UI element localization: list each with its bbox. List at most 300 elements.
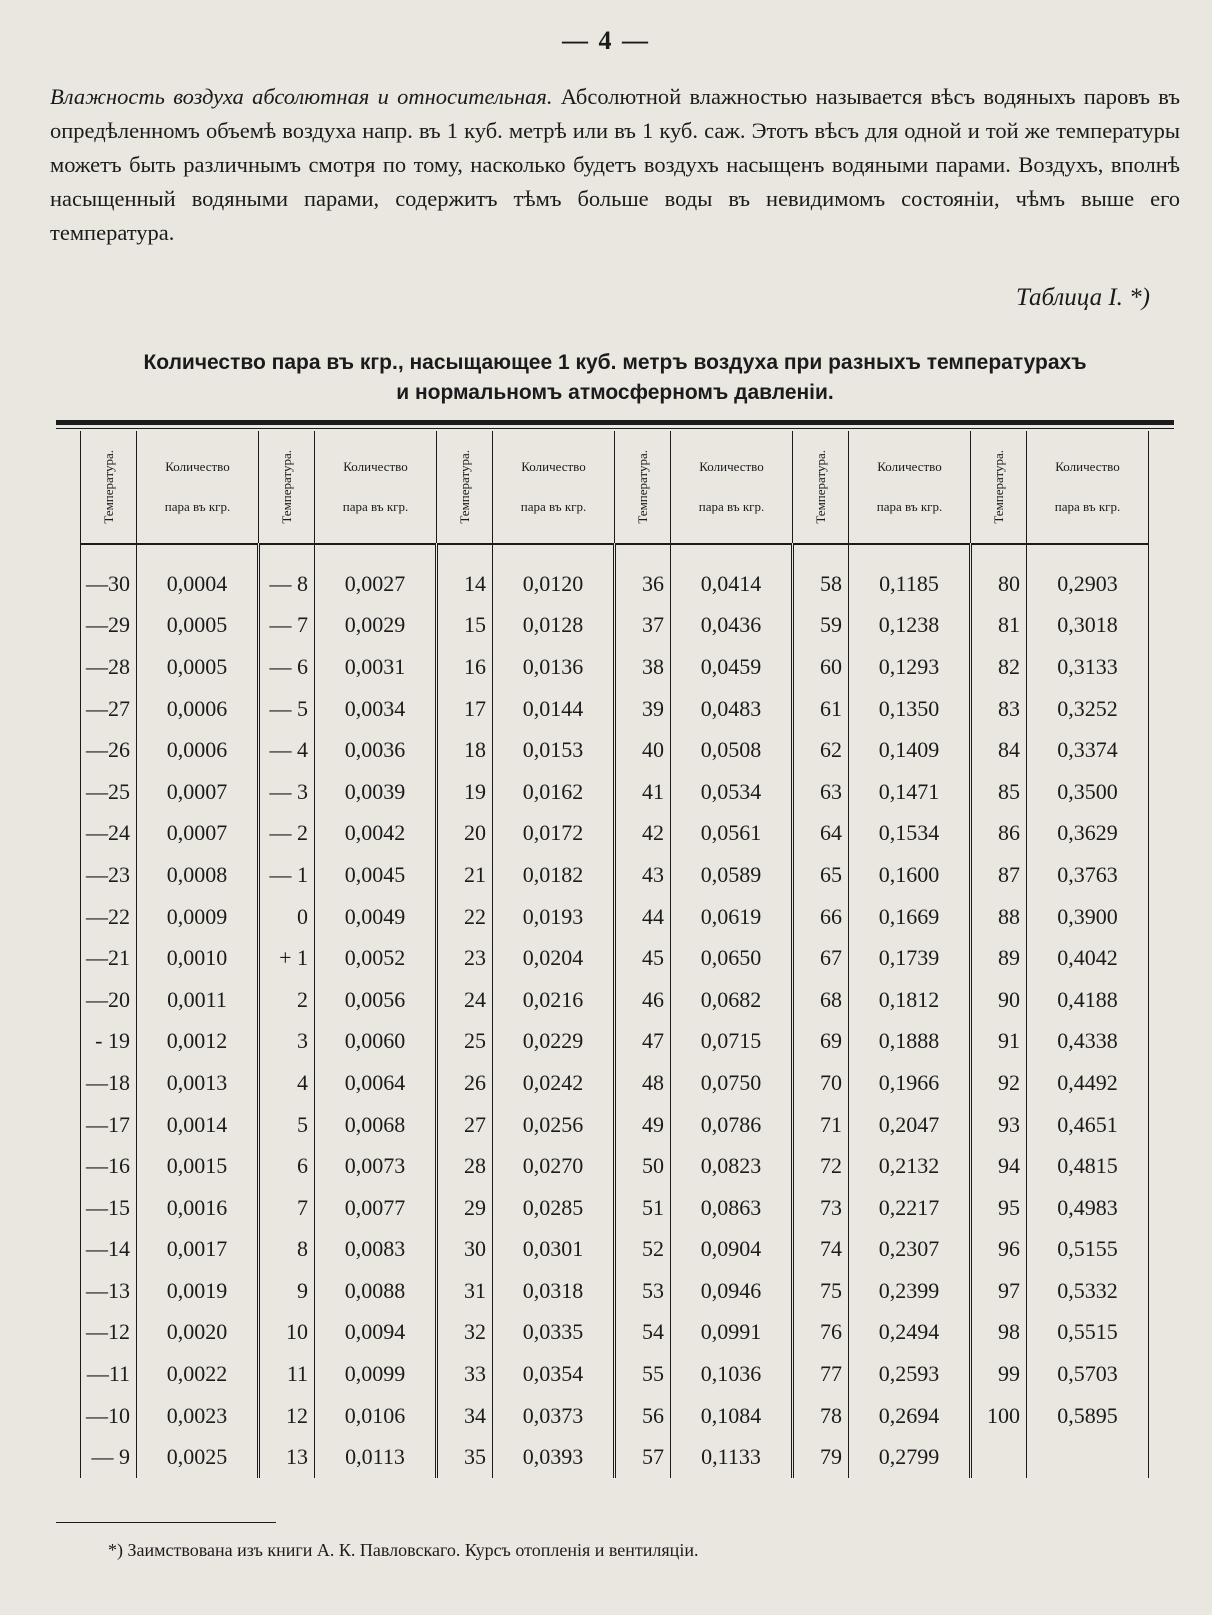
vapor-amount-cell: 0,0904	[671, 1229, 793, 1271]
temperature-cell: 88	[971, 896, 1027, 938]
amount-header-line-1: Количество	[343, 459, 408, 474]
temperature-cell: 96	[971, 1229, 1027, 1271]
vapor-amount-cell: 0,0619	[671, 896, 793, 938]
vapor-amount-cell: 0,4651	[1027, 1104, 1149, 1146]
temperature-cell: 85	[971, 771, 1027, 813]
temperature-cell: 33	[437, 1353, 493, 1395]
vapor-amount-cell: 0,3374	[1027, 729, 1149, 771]
amount-header	[671, 431, 793, 544]
temperature-cell: 50	[615, 1145, 671, 1187]
temperature-cell: 34	[437, 1395, 493, 1437]
vapor-amount-cell: 0,0009	[137, 896, 259, 938]
temperature-cell: 35	[437, 1436, 493, 1478]
temperature-cell: 93	[971, 1104, 1027, 1146]
intro-lead: Влажность воздуха абсолютная и относительная.	[50, 84, 553, 109]
temperature-cell: 13	[259, 1436, 315, 1478]
table-heading-line-1: Количество пара въ кгр., насыщающее 1 куб. метръ воздуха при разныхъ температурахъ	[143, 351, 1087, 374]
temperature-cell: —23	[81, 854, 137, 896]
temperature-cell: 95	[971, 1187, 1027, 1229]
vapor-amount-cell: 0,0863	[671, 1187, 793, 1229]
table-row	[81, 813, 1149, 855]
vapor-amount-cell: 0,0039	[315, 771, 437, 813]
temperature-cell: 6	[259, 1145, 315, 1187]
vapor-amount-cell: 0,1350	[849, 688, 971, 730]
vapor-amount-cell: 0,0005	[137, 646, 259, 688]
vapor-amount-cell: 0,0025	[137, 1436, 259, 1478]
table-row	[81, 1436, 1149, 1478]
vapor-amount-cell: 0,4815	[1027, 1145, 1149, 1187]
vapor-amount-cell: 0,0020	[137, 1312, 259, 1354]
temperature-cell: 29	[437, 1187, 493, 1229]
table-row	[81, 1270, 1149, 1312]
temperature-cell: 9	[259, 1270, 315, 1312]
temperature-cell: 8	[259, 1229, 315, 1271]
vapor-amount-cell: 0,0052	[315, 937, 437, 979]
temperature-cell: 7	[259, 1187, 315, 1229]
table-row	[81, 937, 1149, 979]
temperature-cell: — 2	[259, 813, 315, 855]
amount-header	[137, 431, 259, 544]
temperature-cell: —21	[81, 937, 137, 979]
humidity-table	[80, 431, 1148, 1478]
temperature-cell: —18	[81, 1062, 137, 1104]
temperature-cell: 42	[615, 813, 671, 855]
vapor-amount-cell: 0,0005	[137, 605, 259, 647]
temperature-cell: —14	[81, 1229, 137, 1271]
vapor-amount-cell	[1027, 1436, 1149, 1478]
vapor-amount-cell: 0,0136	[493, 646, 615, 688]
temperature-cell: 11	[259, 1353, 315, 1395]
vapor-amount-cell: 0,0750	[671, 1062, 793, 1104]
temperature-cell: 30	[437, 1229, 493, 1271]
temperature-cell: 72	[793, 1145, 849, 1187]
temperature-cell: 75	[793, 1270, 849, 1312]
vapor-amount-cell: 0,0508	[671, 729, 793, 771]
temperature-header-label: Температура.	[812, 450, 828, 524]
vapor-amount-cell: 0,0029	[315, 605, 437, 647]
vapor-amount-cell: 0,0786	[671, 1104, 793, 1146]
table-row	[81, 563, 1149, 605]
table-top-rule-thin	[56, 428, 1174, 429]
temperature-cell: 26	[437, 1062, 493, 1104]
temperature-cell: 51	[615, 1187, 671, 1229]
table-row	[81, 1395, 1149, 1437]
temperature-cell: 82	[971, 646, 1027, 688]
temperature-cell: 2	[259, 979, 315, 1021]
page-number: — 4 —	[562, 26, 650, 55]
temperature-cell: 63	[793, 771, 849, 813]
temperature-cell: 14	[437, 563, 493, 605]
vapor-amount-cell: 0,0013	[137, 1062, 259, 1104]
vapor-amount-cell: 0,0008	[137, 854, 259, 896]
temperature-cell: 49	[615, 1104, 671, 1146]
temperature-cell: —13	[81, 1270, 137, 1312]
vapor-amount-cell: 0,0060	[315, 1021, 437, 1063]
vapor-amount-cell: 0,0561	[671, 813, 793, 855]
amount-header-line-2: пара въ кгр.	[1054, 499, 1121, 514]
temperature-cell: 41	[615, 771, 671, 813]
table-heading	[50, 348, 1180, 408]
vapor-amount-cell: 0,0088	[315, 1270, 437, 1312]
temperature-cell: 56	[615, 1395, 671, 1437]
temperature-cell: 61	[793, 688, 849, 730]
temperature-header-label: Температура.	[990, 450, 1006, 524]
spacer-cell	[1027, 544, 1149, 563]
vapor-amount-cell: 0,0459	[671, 646, 793, 688]
vapor-amount-cell: 0,2132	[849, 1145, 971, 1187]
vapor-amount-cell: 0,2399	[849, 1270, 971, 1312]
temperature-cell: 89	[971, 937, 1027, 979]
vapor-amount-cell: 0,0064	[315, 1062, 437, 1104]
vapor-amount-cell: 0,0182	[493, 854, 615, 896]
temperature-cell: — 8	[259, 563, 315, 605]
vapor-amount-cell: 0,3133	[1027, 646, 1149, 688]
vapor-amount-cell: 0,0023	[137, 1395, 259, 1437]
temperature-cell: 24	[437, 979, 493, 1021]
temperature-cell: —20	[81, 979, 137, 1021]
vapor-amount-cell: 0,0193	[493, 896, 615, 938]
temperature-cell: 20	[437, 813, 493, 855]
temperature-header-label: Температура.	[100, 450, 116, 524]
temperature-cell: 59	[793, 605, 849, 647]
temperature-cell: —30	[81, 563, 137, 605]
vapor-amount-cell: 0,0414	[671, 563, 793, 605]
temperature-cell: —22	[81, 896, 137, 938]
temperature-cell: —17	[81, 1104, 137, 1146]
vapor-amount-cell: 0,1669	[849, 896, 971, 938]
amount-header-line-1: Количество	[877, 459, 942, 474]
temperature-cell: 54	[615, 1312, 671, 1354]
vapor-amount-cell: 0,0715	[671, 1021, 793, 1063]
vapor-amount-cell: 0,1185	[849, 563, 971, 605]
vapor-amount-cell: 0,0083	[315, 1229, 437, 1271]
temperature-cell: — 9	[81, 1436, 137, 1478]
vapor-amount-cell: 0,0034	[315, 688, 437, 730]
vapor-amount-cell: 0,5515	[1027, 1312, 1149, 1354]
vapor-amount-cell: 0,0229	[493, 1021, 615, 1063]
temperature-cell: — 4	[259, 729, 315, 771]
temperature-header-label: Температура.	[634, 450, 650, 524]
table-body	[81, 544, 1149, 1478]
spacer-cell	[493, 544, 615, 563]
temperature-cell: 32	[437, 1312, 493, 1354]
temperature-header	[793, 431, 849, 544]
temperature-cell: 64	[793, 813, 849, 855]
temperature-cell: — 1	[259, 854, 315, 896]
amount-header-line-1: Количество	[699, 459, 764, 474]
temperature-cell: 79	[793, 1436, 849, 1478]
vapor-amount-cell: 0,2903	[1027, 563, 1149, 605]
temperature-cell: —15	[81, 1187, 137, 1229]
temperature-cell: 53	[615, 1270, 671, 1312]
vapor-amount-cell: 0,0006	[137, 688, 259, 730]
spacer-cell	[437, 544, 493, 563]
temperature-cell: 22	[437, 896, 493, 938]
temperature-cell: 37	[615, 605, 671, 647]
temperature-cell: 57	[615, 1436, 671, 1478]
vapor-amount-cell: 0,2047	[849, 1104, 971, 1146]
temperature-cell: 21	[437, 854, 493, 896]
temperature-cell: 23	[437, 937, 493, 979]
vapor-amount-cell: 0,0946	[671, 1270, 793, 1312]
temperature-cell: 62	[793, 729, 849, 771]
vapor-amount-cell: 0,1534	[849, 813, 971, 855]
amount-header-line-1: Количество	[165, 459, 230, 474]
temperature-cell: —27	[81, 688, 137, 730]
spacer-cell	[671, 544, 793, 563]
vapor-amount-cell: 0,0204	[493, 937, 615, 979]
temperature-cell: 69	[793, 1021, 849, 1063]
intro-paragraph	[50, 80, 1180, 250]
temperature-cell: — 3	[259, 771, 315, 813]
temperature-cell: 4	[259, 1062, 315, 1104]
vapor-amount-cell: 0,0036	[315, 729, 437, 771]
temperature-cell: 100	[971, 1395, 1027, 1437]
amount-header-line-2: пара въ кгр.	[342, 499, 409, 514]
vapor-amount-cell: 0,2694	[849, 1395, 971, 1437]
temperature-cell: 25	[437, 1021, 493, 1063]
vapor-amount-cell: 0,0042	[315, 813, 437, 855]
temperature-cell: 28	[437, 1145, 493, 1187]
spacer-cell	[81, 544, 137, 563]
table-heading-line-2: и нормальномъ атмосферномъ давленіи.	[396, 381, 834, 404]
vapor-amount-cell: 0,0120	[493, 563, 615, 605]
vapor-amount-cell: 0,0823	[671, 1145, 793, 1187]
temperature-cell: 17	[437, 688, 493, 730]
temperature-cell: 45	[615, 937, 671, 979]
vapor-amount-cell: 0,0022	[137, 1353, 259, 1395]
vapor-amount-cell: 0,0354	[493, 1353, 615, 1395]
temperature-cell: 92	[971, 1062, 1027, 1104]
amount-header	[315, 431, 437, 544]
temperature-cell: 48	[615, 1062, 671, 1104]
temperature-cell: 47	[615, 1021, 671, 1063]
vapor-amount-cell: 0,3018	[1027, 605, 1149, 647]
temperature-cell: —16	[81, 1145, 137, 1187]
temperature-cell: —11	[81, 1353, 137, 1395]
vapor-amount-cell: 0,0335	[493, 1312, 615, 1354]
vapor-amount-cell: 0,1471	[849, 771, 971, 813]
table-row	[81, 896, 1149, 938]
temperature-header-label: Температура.	[278, 450, 294, 524]
table-row	[81, 1021, 1149, 1063]
vapor-amount-cell: 0,0049	[315, 896, 437, 938]
temperature-cell: 91	[971, 1021, 1027, 1063]
temperature-cell: 52	[615, 1229, 671, 1271]
vapor-amount-cell: 0,4338	[1027, 1021, 1149, 1063]
vapor-amount-cell: 0,5703	[1027, 1353, 1149, 1395]
temperature-cell: —10	[81, 1395, 137, 1437]
temperature-cell: 38	[615, 646, 671, 688]
vapor-amount-cell: 0,0393	[493, 1436, 615, 1478]
vapor-amount-cell: 0,4983	[1027, 1187, 1149, 1229]
vapor-amount-cell: 0,0094	[315, 1312, 437, 1354]
vapor-amount-cell: 0,3900	[1027, 896, 1149, 938]
amount-header-line-2: пара въ кгр.	[698, 499, 765, 514]
vapor-amount-cell: 0,5332	[1027, 1270, 1149, 1312]
temperature-cell: 98	[971, 1312, 1027, 1354]
footnote-rule	[56, 1522, 276, 1523]
vapor-amount-cell: 0,1293	[849, 646, 971, 688]
temperature-header	[81, 431, 137, 544]
temperature-cell: + 1	[259, 937, 315, 979]
vapor-amount-cell: 0,0301	[493, 1229, 615, 1271]
temperature-header	[437, 431, 493, 544]
vapor-amount-cell: 0,0014	[137, 1104, 259, 1146]
vapor-amount-cell: 0,0285	[493, 1187, 615, 1229]
vapor-amount-cell: 0,1084	[671, 1395, 793, 1437]
table-row	[81, 1187, 1149, 1229]
vapor-amount-cell: 0,0483	[671, 688, 793, 730]
vapor-amount-cell: 0,0242	[493, 1062, 615, 1104]
vapor-amount-cell: 0,0153	[493, 729, 615, 771]
vapor-amount-cell: 0,0106	[315, 1395, 437, 1437]
amount-header	[1027, 431, 1149, 544]
vapor-amount-cell: 0,0256	[493, 1104, 615, 1146]
temperature-cell: 78	[793, 1395, 849, 1437]
vapor-amount-cell: 0,0004	[137, 563, 259, 605]
vapor-amount-cell: 0,2494	[849, 1312, 971, 1354]
temperature-cell: 44	[615, 896, 671, 938]
vapor-amount-cell: 0,0589	[671, 854, 793, 896]
temperature-cell: 18	[437, 729, 493, 771]
vapor-amount-cell: 0,3629	[1027, 813, 1149, 855]
vapor-amount-cell: 0,4042	[1027, 937, 1149, 979]
spacer-cell	[315, 544, 437, 563]
vapor-amount-cell: 0,0270	[493, 1145, 615, 1187]
vapor-amount-cell: 0,3763	[1027, 854, 1149, 896]
temperature-cell: —28	[81, 646, 137, 688]
temperature-cell: 67	[793, 937, 849, 979]
vapor-amount-cell: 0,0077	[315, 1187, 437, 1229]
temperature-cell: 90	[971, 979, 1027, 1021]
temperature-cell: —26	[81, 729, 137, 771]
vapor-amount-cell: 0,0318	[493, 1270, 615, 1312]
intro-text: Абсолютной влажностью называется вѣсъ водяныхъ паровъ въ опредѣленномъ объемѣ воздуха напр. въ 1 куб. метрѣ или въ 1 куб. саж. Этотъ вѣсъ для одной и той же температуры можетъ быть различнымъ смотря по тому, насколько будетъ воздухъ насыщенъ водяными парами. Воздухъ, вполнѣ насыщенный водяными парами, содержитъ тѣмъ больше воды въ невидимомъ состояніи, чѣмъ выше его температура.	[50, 84, 1180, 245]
vapor-amount-cell: 0,3500	[1027, 771, 1149, 813]
vapor-amount-cell: 0,0073	[315, 1145, 437, 1187]
amount-header	[493, 431, 615, 544]
temperature-cell: 55	[615, 1353, 671, 1395]
vapor-amount-cell: 0,0007	[137, 813, 259, 855]
temperature-cell: 27	[437, 1104, 493, 1146]
temperature-cell: 73	[793, 1187, 849, 1229]
vapor-amount-cell: 0,1600	[849, 854, 971, 896]
vapor-amount-cell: 0,0010	[137, 937, 259, 979]
spacer-cell	[615, 544, 671, 563]
vapor-amount-cell: 0,1888	[849, 1021, 971, 1063]
vapor-amount-cell: 0,1238	[849, 605, 971, 647]
amount-header	[849, 431, 971, 544]
temperature-cell: 58	[793, 563, 849, 605]
spacer-cell	[793, 544, 849, 563]
temperature-cell: 97	[971, 1270, 1027, 1312]
table-row	[81, 729, 1149, 771]
table-row	[81, 771, 1149, 813]
vapor-amount-cell: 0,5155	[1027, 1229, 1149, 1271]
temperature-cell: — 6	[259, 646, 315, 688]
temperature-cell: 83	[971, 688, 1027, 730]
amount-header-line-2: пара въ кгр.	[876, 499, 943, 514]
temperature-cell: 36	[615, 563, 671, 605]
table-row	[81, 1062, 1149, 1104]
spacer-cell	[137, 544, 259, 563]
table-row	[81, 854, 1149, 896]
temperature-cell: 19	[437, 771, 493, 813]
table-row	[81, 979, 1149, 1021]
vapor-amount-cell: 0,0682	[671, 979, 793, 1021]
amount-header-line-2: пара въ кгр.	[164, 499, 231, 514]
vapor-amount-cell: 0,0172	[493, 813, 615, 855]
temperature-cell: —25	[81, 771, 137, 813]
vapor-amount-cell: 0,5895	[1027, 1395, 1149, 1437]
vapor-amount-cell: 0,2799	[849, 1436, 971, 1478]
temperature-cell: 94	[971, 1145, 1027, 1187]
vapor-amount-cell: 0,0068	[315, 1104, 437, 1146]
temperature-cell: 39	[615, 688, 671, 730]
temperature-cell: 12	[259, 1395, 315, 1437]
amount-header-line-2: пара въ кгр.	[520, 499, 587, 514]
temperature-header	[259, 431, 315, 544]
spacer-cell	[849, 544, 971, 563]
vapor-amount-cell: 0,4492	[1027, 1062, 1149, 1104]
table-row	[81, 1104, 1149, 1146]
vapor-amount-cell: 0,0019	[137, 1270, 259, 1312]
vapor-amount-cell: 0,1812	[849, 979, 971, 1021]
vapor-amount-cell: 0,1036	[671, 1353, 793, 1395]
vapor-amount-cell: 0,0991	[671, 1312, 793, 1354]
table-row	[81, 1229, 1149, 1271]
vapor-amount-cell: 0,0011	[137, 979, 259, 1021]
temperature-cell: 0	[259, 896, 315, 938]
amount-header-line-1: Количество	[1055, 459, 1120, 474]
vapor-amount-cell: 0,1409	[849, 729, 971, 771]
temperature-header	[615, 431, 671, 544]
vapor-amount-cell: 0,0436	[671, 605, 793, 647]
vapor-amount-cell: 0,0534	[671, 771, 793, 813]
spacer-row	[81, 544, 1149, 563]
temperature-cell: 84	[971, 729, 1027, 771]
temperature-cell: 87	[971, 854, 1027, 896]
temperature-cell: 71	[793, 1104, 849, 1146]
table-row	[81, 688, 1149, 730]
table-top-rule	[56, 420, 1174, 425]
temperature-cell: 40	[615, 729, 671, 771]
vapor-amount-cell: 0,2307	[849, 1229, 971, 1271]
temperature-cell: 46	[615, 979, 671, 1021]
temperature-cell: 66	[793, 896, 849, 938]
temperature-header-label: Температура.	[456, 450, 472, 524]
table-row	[81, 1353, 1149, 1395]
temperature-cell: 81	[971, 605, 1027, 647]
vapor-amount-cell: 0,2593	[849, 1353, 971, 1395]
vapor-amount-cell: 0,0016	[137, 1187, 259, 1229]
spacer-cell	[259, 544, 315, 563]
vapor-amount-cell: 0,1133	[671, 1436, 793, 1478]
table-row	[81, 646, 1149, 688]
table-caption: Таблица I. *)	[1015, 284, 1150, 311]
temperature-cell: 80	[971, 563, 1027, 605]
temperature-cell: 5	[259, 1104, 315, 1146]
temperature-cell: 43	[615, 854, 671, 896]
table-row	[81, 605, 1149, 647]
temperature-cell: 77	[793, 1353, 849, 1395]
vapor-amount-cell: 0,0007	[137, 771, 259, 813]
footnote: *) Заимствована изъ книги А. К. Павловскаго. Курсъ отопленія и вентиляціи.	[108, 1540, 699, 1560]
vapor-amount-cell: 0,0031	[315, 646, 437, 688]
vapor-amount-cell: 0,2217	[849, 1187, 971, 1229]
vapor-amount-cell: 0,0373	[493, 1395, 615, 1437]
